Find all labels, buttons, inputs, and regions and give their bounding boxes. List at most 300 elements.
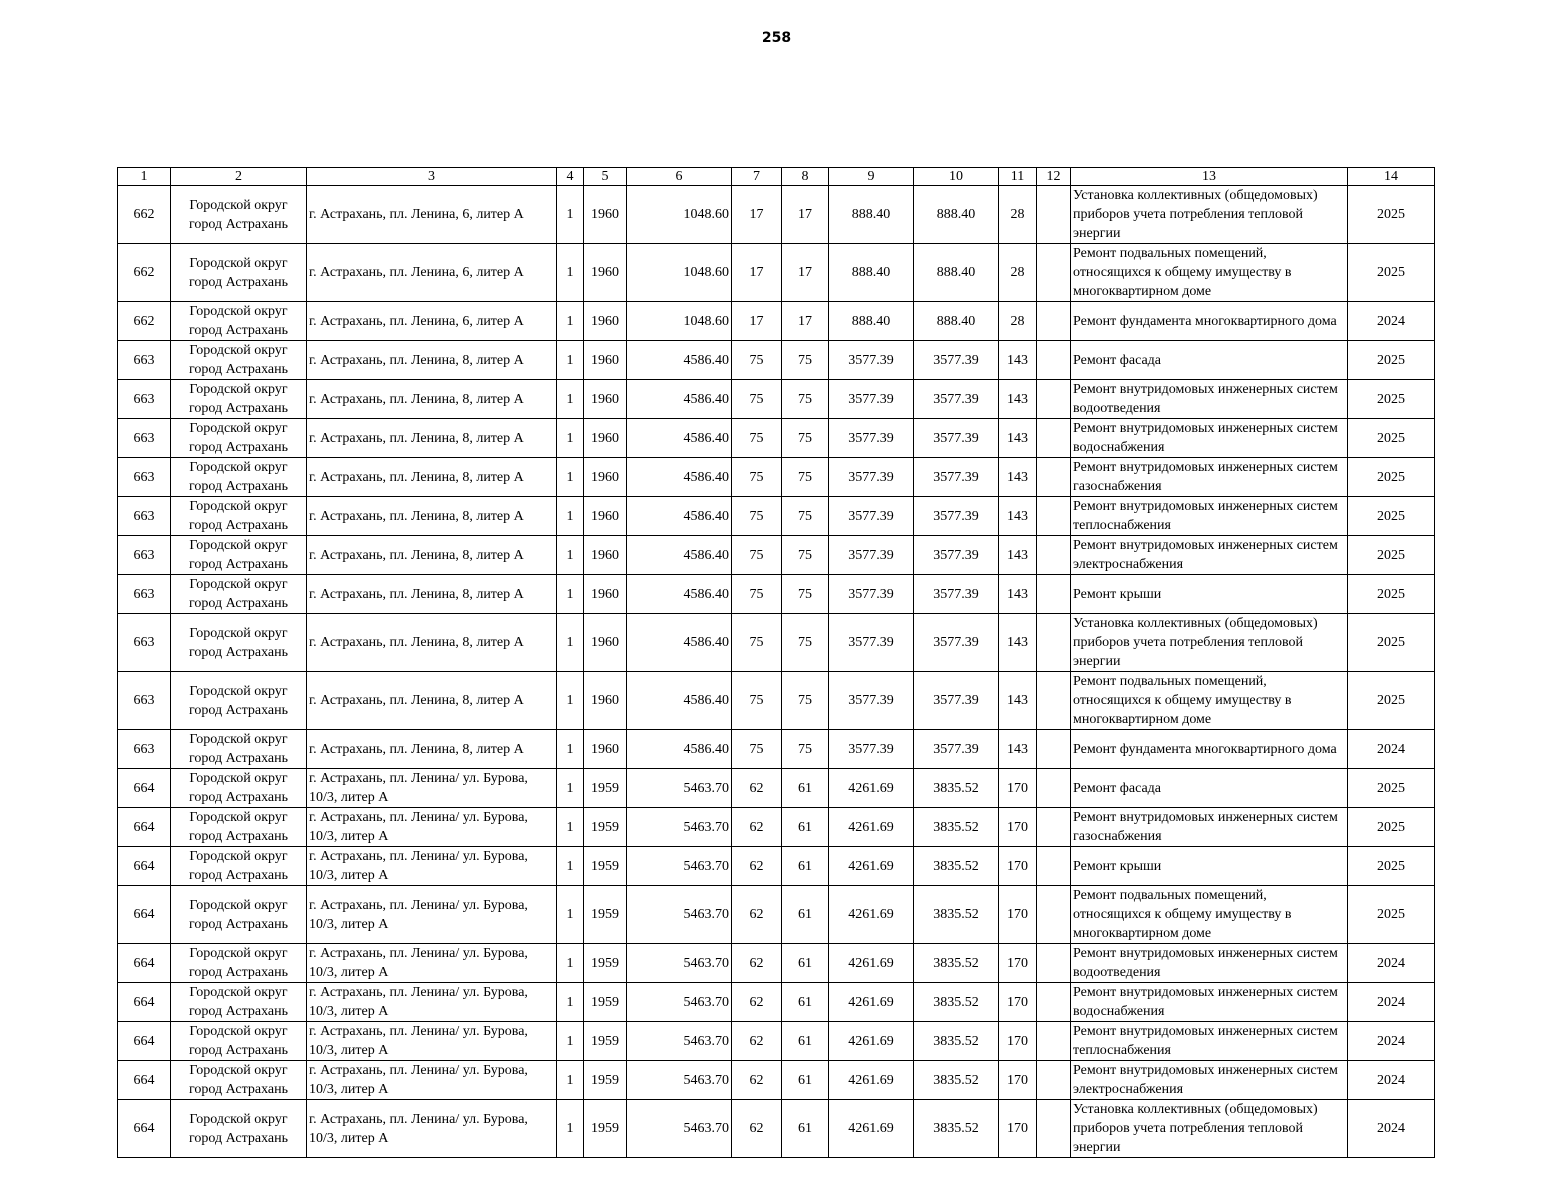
cell-col7: 75 [732,575,782,614]
cell-year: 1960 [584,302,627,341]
table-row [118,730,1435,769]
cell-col12 [1037,1022,1071,1061]
cell-col7: 17 [732,244,782,302]
cell-address: г. Астрахань, пл. Ленина, 8, литер А [307,458,557,497]
cell-municipality: Городской округ город Астрахань [171,341,307,380]
cell-col10: 3577.39 [914,536,999,575]
cell-address: г. Астрахань, пл. Ленина, 8, литер А [307,380,557,419]
cell-number: 664 [118,983,171,1022]
cell-area: 5463.70 [627,1061,732,1100]
cell-col8: 61 [782,944,829,983]
cell-area: 4586.40 [627,536,732,575]
cell-col10: 3835.52 [914,886,999,944]
cell-address: г. Астрахань, пл. Ленина/ ул. Бурова, 10/3, литер А [307,847,557,886]
cell-area: 5463.70 [627,847,732,886]
cell-address: г. Астрахань, пл. Ленина, 8, литер А [307,730,557,769]
table-row [118,847,1435,886]
cell-year: 1960 [584,575,627,614]
cell-col9: 4261.69 [829,983,914,1022]
cell-col12 [1037,983,1071,1022]
cell-col7: 75 [732,419,782,458]
cell-col10: 3835.52 [914,1100,999,1158]
cell-work-type: Ремонт крыши [1071,847,1348,886]
cell-col11: 170 [999,769,1037,808]
cell-col10: 3835.52 [914,808,999,847]
cell-col9: 3577.39 [829,730,914,769]
cell-col12 [1037,458,1071,497]
cell-col7: 75 [732,730,782,769]
cell-municipality: Городской округ город Астрахань [171,380,307,419]
cell-col9: 3577.39 [829,575,914,614]
cell-number: 664 [118,886,171,944]
cell-col10: 3577.39 [914,419,999,458]
cell-address: г. Астрахань, пл. Ленина/ ул. Бурова, 10/3, литер А [307,1100,557,1158]
table-row [118,244,1435,302]
cell-plan-year: 2025 [1348,847,1435,886]
cell-plan-year: 2025 [1348,886,1435,944]
cell-col8: 75 [782,341,829,380]
cell-col8: 61 [782,847,829,886]
cell-year: 1959 [584,1022,627,1061]
cell-col11: 170 [999,983,1037,1022]
header-row [118,168,1435,186]
cell-year: 1959 [584,886,627,944]
cell-number: 664 [118,1022,171,1061]
cell-number: 662 [118,244,171,302]
cell-col11: 143 [999,497,1037,536]
table-row [118,186,1435,244]
cell-number: 663 [118,672,171,730]
cell-col12 [1037,497,1071,536]
cell-col9: 3577.39 [829,497,914,536]
cell-col8: 75 [782,672,829,730]
cell-col11: 170 [999,1061,1037,1100]
cell-col4: 1 [557,769,584,808]
cell-address: г. Астрахань, пл. Ленина/ ул. Бурова, 10/3, литер А [307,1022,557,1061]
cell-municipality: Городской округ город Астрахань [171,1100,307,1158]
cell-area: 5463.70 [627,1022,732,1061]
cell-col7: 62 [732,1100,782,1158]
cell-municipality: Городской округ город Астрахань [171,1022,307,1061]
cell-plan-year: 2025 [1348,497,1435,536]
table-row [118,886,1435,944]
cell-col7: 62 [732,808,782,847]
table-body [118,186,1435,1158]
cell-col8: 61 [782,1061,829,1100]
cell-col9: 4261.69 [829,944,914,983]
cell-col10: 3835.52 [914,847,999,886]
cell-col8: 61 [782,808,829,847]
cell-number: 663 [118,419,171,458]
cell-col10: 3577.39 [914,380,999,419]
cell-col8: 61 [782,769,829,808]
cell-number: 662 [118,186,171,244]
cell-col7: 75 [732,536,782,575]
cell-municipality: Городской округ город Астрахань [171,983,307,1022]
cell-col8: 17 [782,186,829,244]
cell-municipality: Городской округ город Астрахань [171,1061,307,1100]
repair-program-table [117,167,1435,1158]
table-row [118,458,1435,497]
cell-col12 [1037,886,1071,944]
cell-col10: 3577.39 [914,497,999,536]
cell-col11: 170 [999,1022,1037,1061]
cell-area: 4586.40 [627,497,732,536]
table-row [118,672,1435,730]
table-row [118,302,1435,341]
cell-col10: 3835.52 [914,1022,999,1061]
cell-col9: 4261.69 [829,886,914,944]
cell-col10: 3577.39 [914,672,999,730]
cell-address: г. Астрахань, пл. Ленина, 6, литер А [307,186,557,244]
cell-col9: 4261.69 [829,769,914,808]
cell-col11: 143 [999,536,1037,575]
column-header: 10 [914,168,999,186]
cell-col4: 1 [557,1061,584,1100]
cell-plan-year: 2024 [1348,944,1435,983]
table-row [118,497,1435,536]
cell-col4: 1 [557,886,584,944]
cell-col8: 61 [782,1022,829,1061]
cell-col7: 62 [732,1061,782,1100]
cell-col11: 170 [999,808,1037,847]
cell-col8: 75 [782,536,829,575]
cell-col10: 888.40 [914,186,999,244]
cell-col9: 4261.69 [829,1100,914,1158]
cell-col4: 1 [557,497,584,536]
cell-area: 4586.40 [627,419,732,458]
cell-col8: 75 [782,380,829,419]
cell-plan-year: 2025 [1348,808,1435,847]
cell-col7: 75 [732,341,782,380]
cell-year: 1960 [584,672,627,730]
cell-municipality: Городской округ город Астрахань [171,497,307,536]
cell-col4: 1 [557,944,584,983]
cell-col10: 3835.52 [914,1061,999,1100]
cell-col12 [1037,302,1071,341]
cell-col12 [1037,769,1071,808]
cell-municipality: Городской округ город Астрахань [171,944,307,983]
cell-municipality: Городской округ город Астрахань [171,575,307,614]
column-header: 11 [999,168,1037,186]
cell-municipality: Городской округ город Астрахань [171,536,307,575]
cell-col4: 1 [557,536,584,575]
cell-municipality: Городской округ город Астрахань [171,672,307,730]
cell-plan-year: 2025 [1348,614,1435,672]
cell-col4: 1 [557,380,584,419]
cell-col11: 143 [999,380,1037,419]
cell-col9: 888.40 [829,186,914,244]
cell-col10: 3835.52 [914,983,999,1022]
cell-work-type: Ремонт внутридомовых инженерных систем водоотведения [1071,944,1348,983]
cell-area: 4586.40 [627,458,732,497]
cell-col10: 3577.39 [914,341,999,380]
cell-plan-year: 2025 [1348,458,1435,497]
cell-col12 [1037,341,1071,380]
cell-col10: 3835.52 [914,769,999,808]
column-header: 5 [584,168,627,186]
cell-area: 1048.60 [627,244,732,302]
cell-work-type: Ремонт крыши [1071,575,1348,614]
cell-work-type: Ремонт внутридомовых инженерных систем газоснабжения [1071,458,1348,497]
cell-number: 663 [118,458,171,497]
cell-work-type: Ремонт внутридомовых инженерных систем газоснабжения [1071,808,1348,847]
cell-address: г. Астрахань, пл. Ленина, 8, литер А [307,497,557,536]
cell-plan-year: 2025 [1348,380,1435,419]
cell-plan-year: 2024 [1348,1022,1435,1061]
cell-number: 664 [118,769,171,808]
cell-plan-year: 2024 [1348,1100,1435,1158]
cell-col9: 4261.69 [829,808,914,847]
cell-col12 [1037,730,1071,769]
cell-col7: 62 [732,983,782,1022]
cell-col9: 3577.39 [829,614,914,672]
cell-col11: 28 [999,244,1037,302]
cell-municipality: Городской округ город Астрахань [171,730,307,769]
cell-year: 1959 [584,983,627,1022]
cell-col9: 3577.39 [829,380,914,419]
cell-col12 [1037,419,1071,458]
cell-work-type: Ремонт подвальных помещений, относящихся к общему имуществу в многоквартирном доме [1071,672,1348,730]
cell-col4: 1 [557,458,584,497]
cell-municipality: Городской округ город Астрахань [171,302,307,341]
column-header: 13 [1071,168,1348,186]
cell-address: г. Астрахань, пл. Ленина, 8, литер А [307,341,557,380]
cell-work-type: Ремонт подвальных помещений, относящихся к общему имуществу в многоквартирном доме [1071,244,1348,302]
cell-col8: 75 [782,575,829,614]
cell-col12 [1037,944,1071,983]
table-row [118,1022,1435,1061]
cell-work-type: Ремонт внутридомовых инженерных систем водоснабжения [1071,419,1348,458]
cell-area: 4586.40 [627,575,732,614]
cell-plan-year: 2025 [1348,672,1435,730]
cell-col11: 143 [999,575,1037,614]
cell-municipality: Городской округ город Астрахань [171,769,307,808]
cell-col4: 1 [557,575,584,614]
cell-plan-year: 2025 [1348,536,1435,575]
table-row [118,769,1435,808]
cell-col4: 1 [557,244,584,302]
cell-year: 1959 [584,808,627,847]
cell-year: 1960 [584,536,627,575]
table-row [118,419,1435,458]
cell-work-type: Ремонт внутридомовых инженерных систем электроснабжения [1071,536,1348,575]
cell-col9: 4261.69 [829,847,914,886]
cell-col7: 62 [732,1022,782,1061]
cell-year: 1959 [584,847,627,886]
cell-col10: 888.40 [914,302,999,341]
cell-col4: 1 [557,1100,584,1158]
column-header: 9 [829,168,914,186]
column-header: 12 [1037,168,1071,186]
cell-work-type: Ремонт подвальных помещений, относящихся к общему имуществу в многоквартирном доме [1071,886,1348,944]
cell-municipality: Городской округ город Астрахань [171,244,307,302]
cell-year: 1960 [584,458,627,497]
cell-col9: 3577.39 [829,341,914,380]
cell-col4: 1 [557,302,584,341]
cell-work-type: Ремонт фасада [1071,341,1348,380]
cell-col7: 17 [732,186,782,244]
cell-address: г. Астрахань, пл. Ленина, 6, литер А [307,244,557,302]
cell-col7: 75 [732,672,782,730]
cell-number: 663 [118,575,171,614]
cell-work-type: Ремонт внутридомовых инженерных систем электроснабжения [1071,1061,1348,1100]
cell-year: 1959 [584,944,627,983]
cell-work-type: Ремонт фундамента многоквартирного дома [1071,302,1348,341]
cell-area: 5463.70 [627,769,732,808]
table-row [118,575,1435,614]
cell-year: 1960 [584,730,627,769]
cell-col9: 888.40 [829,302,914,341]
cell-municipality: Городской округ город Астрахань [171,614,307,672]
column-header: 3 [307,168,557,186]
column-header: 7 [732,168,782,186]
cell-col12 [1037,808,1071,847]
cell-col10: 3577.39 [914,458,999,497]
cell-col4: 1 [557,614,584,672]
cell-plan-year: 2024 [1348,983,1435,1022]
cell-col11: 170 [999,886,1037,944]
cell-work-type: Ремонт внутридомовых инженерных систем водоснабжения [1071,983,1348,1022]
cell-col4: 1 [557,847,584,886]
cell-col7: 62 [732,944,782,983]
cell-col4: 1 [557,808,584,847]
cell-col7: 75 [732,497,782,536]
cell-col7: 75 [732,614,782,672]
column-header: 6 [627,168,732,186]
cell-plan-year: 2025 [1348,769,1435,808]
cell-plan-year: 2024 [1348,730,1435,769]
cell-col12 [1037,536,1071,575]
cell-col12 [1037,244,1071,302]
cell-col7: 17 [732,302,782,341]
cell-address: г. Астрахань, пл. Ленина/ ул. Бурова, 10/3, литер А [307,769,557,808]
cell-area: 5463.70 [627,1100,732,1158]
cell-plan-year: 2025 [1348,341,1435,380]
cell-area: 4586.40 [627,341,732,380]
cell-area: 5463.70 [627,944,732,983]
cell-col7: 75 [732,458,782,497]
cell-number: 663 [118,341,171,380]
cell-number: 664 [118,1061,171,1100]
cell-number: 663 [118,380,171,419]
cell-col9: 4261.69 [829,1061,914,1100]
cell-address: г. Астрахань, пл. Ленина, 8, литер А [307,575,557,614]
cell-col12 [1037,380,1071,419]
cell-col11: 170 [999,1100,1037,1158]
cell-col10: 3577.39 [914,614,999,672]
cell-address: г. Астрахань, пл. Ленина/ ул. Бурова, 10/3, литер А [307,808,557,847]
cell-col7: 62 [732,769,782,808]
cell-work-type: Установка коллективных (общедомовых) приборов учета потребления тепловой энергии [1071,186,1348,244]
cell-col8: 61 [782,983,829,1022]
cell-address: г. Астрахань, пл. Ленина, 8, литер А [307,536,557,575]
cell-col4: 1 [557,419,584,458]
cell-col9: 888.40 [829,244,914,302]
table-row [118,536,1435,575]
cell-address: г. Астрахань, пл. Ленина, 6, литер А [307,302,557,341]
cell-work-type: Установка коллективных (общедомовых) приборов учета потребления тепловой энергии [1071,1100,1348,1158]
cell-number: 663 [118,614,171,672]
cell-number: 663 [118,730,171,769]
cell-area: 5463.70 [627,983,732,1022]
cell-address: г. Астрахань, пл. Ленина/ ул. Бурова, 10/3, литер А [307,886,557,944]
cell-work-type: Установка коллективных (общедомовых) приборов учета потребления тепловой энергии [1071,614,1348,672]
cell-number: 664 [118,847,171,886]
cell-address: г. Астрахань, пл. Ленина, 8, литер А [307,614,557,672]
cell-col7: 62 [732,886,782,944]
cell-col12 [1037,1100,1071,1158]
cell-col12 [1037,186,1071,244]
cell-year: 1959 [584,1061,627,1100]
cell-address: г. Астрахань, пл. Ленина, 8, литер А [307,672,557,730]
cell-municipality: Городской округ город Астрахань [171,419,307,458]
cell-col9: 3577.39 [829,419,914,458]
table-row [118,341,1435,380]
cell-col4: 1 [557,1022,584,1061]
column-header: 2 [171,168,307,186]
cell-plan-year: 2025 [1348,244,1435,302]
cell-col8: 75 [782,614,829,672]
cell-year: 1959 [584,1100,627,1158]
cell-area: 4586.40 [627,730,732,769]
cell-col4: 1 [557,672,584,730]
table-row [118,983,1435,1022]
cell-col4: 1 [557,341,584,380]
cell-number: 664 [118,944,171,983]
table-row [118,944,1435,983]
cell-col9: 3577.39 [829,536,914,575]
cell-address: г. Астрахань, пл. Ленина/ ул. Бурова, 10/3, литер А [307,1061,557,1100]
cell-number: 663 [118,536,171,575]
cell-col7: 75 [732,380,782,419]
cell-col8: 61 [782,886,829,944]
cell-area: 5463.70 [627,808,732,847]
cell-col11: 143 [999,614,1037,672]
cell-year: 1959 [584,769,627,808]
cell-col8: 75 [782,458,829,497]
cell-col8: 75 [782,730,829,769]
cell-col8: 17 [782,302,829,341]
cell-year: 1960 [584,244,627,302]
column-header: 4 [557,168,584,186]
cell-year: 1960 [584,614,627,672]
cell-year: 1960 [584,497,627,536]
cell-municipality: Городской округ город Астрахань [171,808,307,847]
cell-work-type: Ремонт внутридомовых инженерных систем теплоснабжения [1071,497,1348,536]
cell-col9: 3577.39 [829,458,914,497]
cell-col11: 143 [999,458,1037,497]
table-row [118,808,1435,847]
cell-col12 [1037,575,1071,614]
cell-area: 4586.40 [627,380,732,419]
cell-area: 1048.60 [627,186,732,244]
table-row [118,380,1435,419]
cell-col12 [1037,614,1071,672]
cell-plan-year: 2024 [1348,1061,1435,1100]
cell-plan-year: 2025 [1348,575,1435,614]
cell-col11: 143 [999,341,1037,380]
cell-col11: 170 [999,847,1037,886]
cell-col12 [1037,672,1071,730]
cell-plan-year: 2025 [1348,419,1435,458]
cell-area: 5463.70 [627,886,732,944]
cell-number: 662 [118,302,171,341]
cell-col11: 28 [999,186,1037,244]
cell-col7: 62 [732,847,782,886]
cell-col8: 75 [782,419,829,458]
table-row [118,1100,1435,1158]
